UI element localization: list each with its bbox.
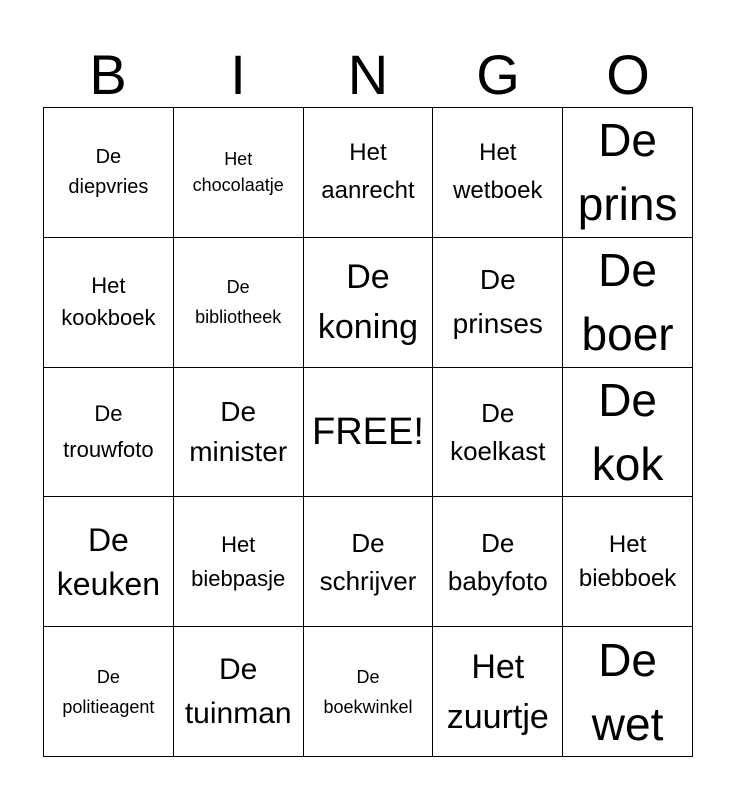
- bingo-cell[interactable]: De diepvries: [44, 108, 174, 238]
- bingo-cell[interactable]: De koelkast: [433, 368, 563, 498]
- bingo-cell[interactable]: De wet: [563, 627, 693, 757]
- header-letter-g: G: [476, 43, 520, 106]
- bingo-cell[interactable]: De boer: [563, 238, 693, 368]
- bingo-cell[interactable]: Het zuurtje: [433, 627, 563, 757]
- bingo-header: [43, 42, 693, 108]
- header-letter-b: B: [89, 43, 127, 106]
- bingo-cell[interactable]: De politieagent: [44, 627, 174, 757]
- bingo-cell[interactable]: De koning: [304, 238, 434, 368]
- bingo-cell[interactable]: De boekwinkel: [304, 627, 434, 757]
- bingo-cell[interactable]: De schrijver: [304, 497, 434, 627]
- header-letter-i: I: [230, 43, 246, 106]
- bingo-cell[interactable]: De bibliotheek: [174, 238, 304, 368]
- bingo-cell[interactable]: De keuken: [44, 497, 174, 627]
- bingo-cell[interactable]: De tuinman: [174, 627, 304, 757]
- bingo-cell[interactable]: De kok: [563, 368, 693, 498]
- bingo-cell[interactable]: Het wetboek: [433, 108, 563, 238]
- bingo-cell[interactable]: Het aanrecht: [304, 108, 434, 238]
- bingo-cell[interactable]: Het kookboek: [44, 238, 174, 368]
- bingo-cell[interactable]: Het biebpasje: [174, 497, 304, 627]
- bingo-cell[interactable]: Het chocolaatje: [174, 108, 304, 238]
- bingo-cell[interactable]: De trouwfoto: [44, 368, 174, 498]
- header-letter-o: O: [606, 43, 650, 106]
- bingo-cell[interactable]: De prinses: [433, 238, 563, 368]
- bingo-cell[interactable]: Het biebboek: [563, 497, 693, 627]
- header-letter-n: N: [347, 43, 389, 106]
- bingo-card: [43, 107, 693, 757]
- bingo-cell[interactable]: De minister: [174, 368, 304, 498]
- bingo-cell[interactable]: De babyfoto: [433, 497, 563, 627]
- free-space[interactable]: FREE!: [304, 368, 434, 498]
- bingo-cell[interactable]: De prins: [563, 108, 693, 238]
